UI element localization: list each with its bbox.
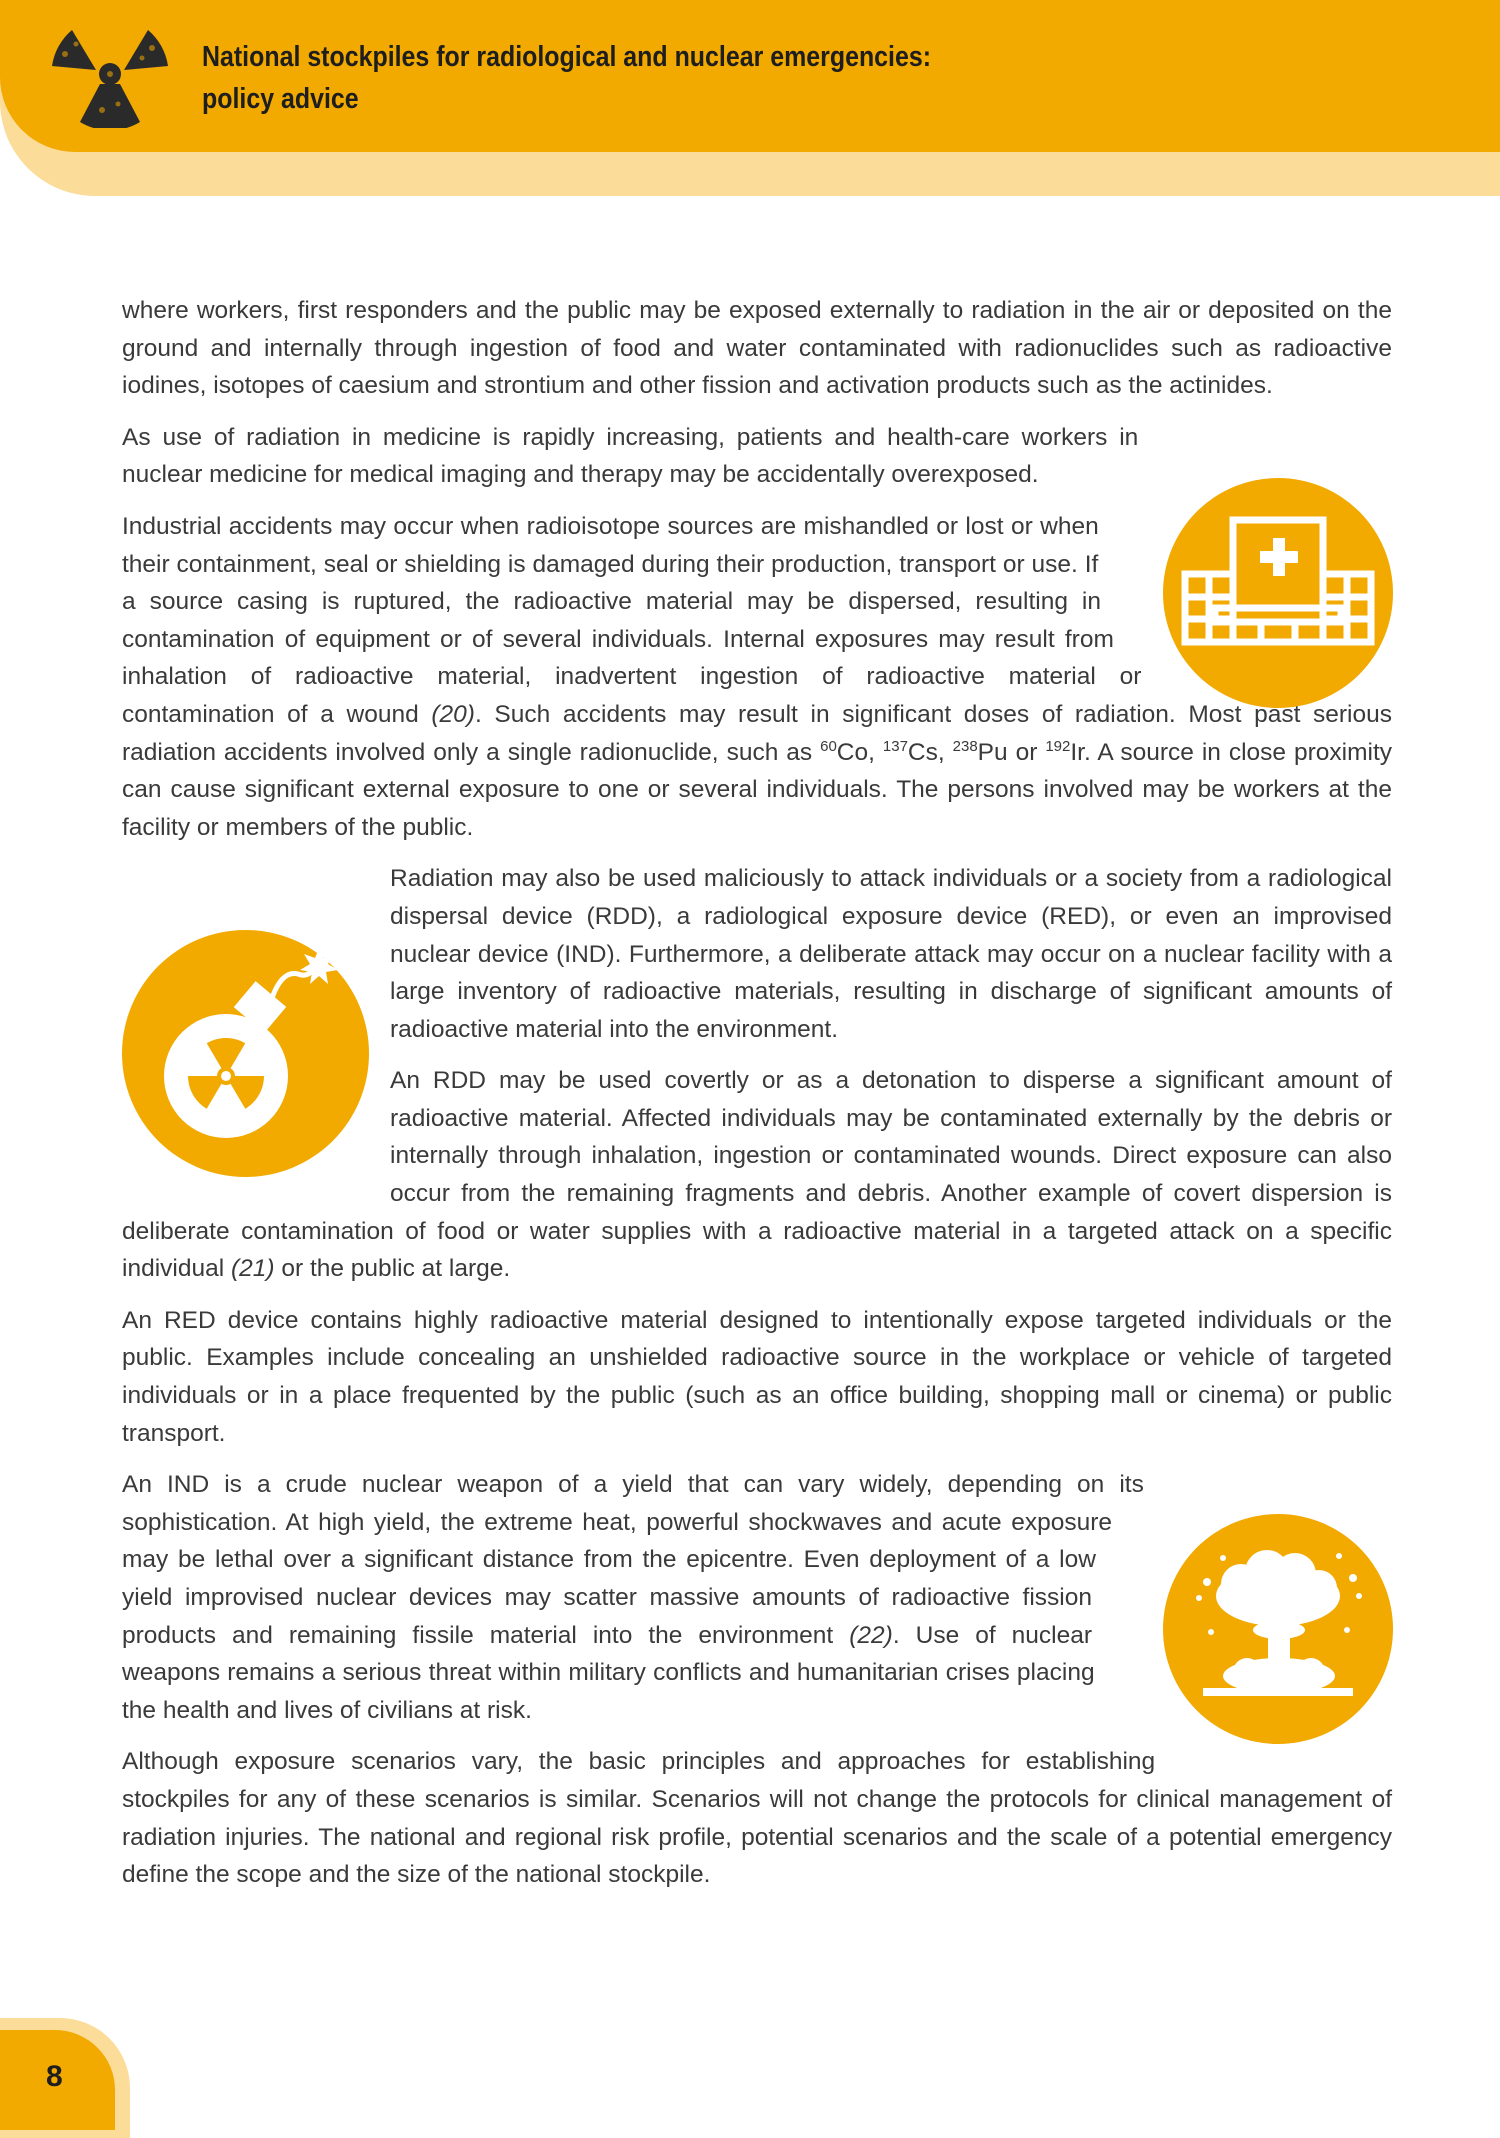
header-title-line-2: policy advice bbox=[202, 83, 359, 115]
hospital-icon-wrap-space bbox=[1092, 417, 1392, 693]
paragraph-1: where workers, first responders and the public may be exposed externally to radiation in the air or deposited on the ground and internally through ingestion of food and water contaminated with radionuclides such as radioactive iodines, isotopes of caesium and strontium and other fission and activation products such as the actinides. bbox=[122, 297, 1392, 400]
ir-mass-number: 192 bbox=[1045, 737, 1071, 755]
paragraph-7-part-b: . Use of nuclear weapons remains a serious threat within military conflicts and humanitarian crises placing the health and lives of civilians at risk. bbox=[122, 1621, 1095, 1724]
paragraph-3-part-c: Ir. A source in close proximity can cause significant external exposure to one or several individuals. The persons involved may be workers at the facility or members of the public. bbox=[122, 738, 1393, 841]
paragraph-8: Although exposure scenarios vary, the basic principles and approaches for establishing stockpiles for any of these scenarios is similar. Scenarios will not change the protocols for clinical management of radiation injuries. The national and regional risk profile, potential scenarios and the scale of a potential emergency define the scope and the size of the national stockpile. bbox=[122, 1748, 1392, 1889]
radiation-trefoil-icon bbox=[50, 18, 170, 128]
body-text bbox=[122, 292, 1392, 1908]
paragraph-7-part-a: An IND is a crude nuclear weapon of a yield that can vary widely, depending on its sophistication. At high yield, the extreme heat, powerful shockwaves and acute exposure may be lethal over a significant distance from the epicentre. Even deployment of a low yield improvised nuclear devices may scatter massive amounts of radioactive fission products and remaining fissile material into the environment bbox=[122, 1471, 1144, 1649]
header-title-line-1: National stockpiles for radiological and nuclear emergencies: bbox=[202, 41, 932, 73]
paragraph-2: As use of radiation in medicine is rapidly increasing, patients and health-care workers in nuclear medicine for medical imaging and therapy may be accidentally overexposed. bbox=[122, 423, 1139, 489]
paragraph-6: An RED device contains highly radioactive material designed to intentionally expose targeted individuals or the public. Examples include concealing an unshielded radioactive source in the workplace or vehicle of targeted individuals or in a place frequented by the public (such as an office building, shopping mall or cinema) or public transport. bbox=[122, 1306, 1392, 1447]
mushroom-icon-wrap-space bbox=[1092, 1462, 1392, 1772]
citation-22: (22) bbox=[849, 1621, 893, 1649]
citation-21: (21) bbox=[230, 1255, 275, 1283]
plutonium-symbol: Pu or bbox=[977, 738, 1046, 766]
cobalt-symbol: Co, bbox=[836, 738, 883, 766]
page-number: 8 bbox=[46, 2060, 63, 2093]
paragraph-5-part-a: An RDD may be used covertly or as a detonation to disperse a significant amount of radioactive material. Affected individuals may be contaminated externally by the debris or internally through inhalation, ingestion or contaminated wounds. Direct exposure can also occur from the remaining fragments and debris. Another example of covert dispersion is deliberate contamination of food or water supplies with a radioactive material in a targeted attack on a specific individual bbox=[122, 1067, 1392, 1283]
pu-mass-number: 238 bbox=[952, 737, 978, 755]
cs-mass-number: 137 bbox=[882, 737, 908, 755]
paragraph-4: Radiation may also be used maliciously to attack individuals or a society from a radiological dispersal device (RDD), a radiological exposure device (RED), or even an improvised nuclear device (IND). Furthermore, a deliberate attack may occur on a nuclear facility with a large inventory of radioactive materials, resulting in discharge of significant amounts of radioactive material into the environment. bbox=[390, 865, 1392, 1043]
paragraph-3-part-a: Industrial accidents may occur when radioisotope sources are mishandled or lost or when their containment, seal or shielding is damaged during their production, transport or use. If a source casing is ruptured, the radioactive material may be dispersed, resulting in contamination of equipment or of several individuals. Internal exposures may result from inhalation of radioactive material, inadvertent ingestion of radioactive material or contamination of a wound bbox=[122, 512, 1142, 728]
paragraph-3-part-b: . Such accidents may result in significant doses of radiation. Most past serious radiation accidents involved only a single radionuclide, such as bbox=[122, 700, 1392, 766]
paragraph-5-part-b: or the public at large. bbox=[274, 1255, 511, 1283]
bomb-icon-wrap-space bbox=[122, 860, 390, 1182]
citation-20: (20) bbox=[431, 700, 475, 728]
co-mass-number: 60 bbox=[820, 737, 837, 755]
caesium-symbol: Cs, bbox=[907, 738, 953, 766]
header-title bbox=[202, 36, 1148, 120]
